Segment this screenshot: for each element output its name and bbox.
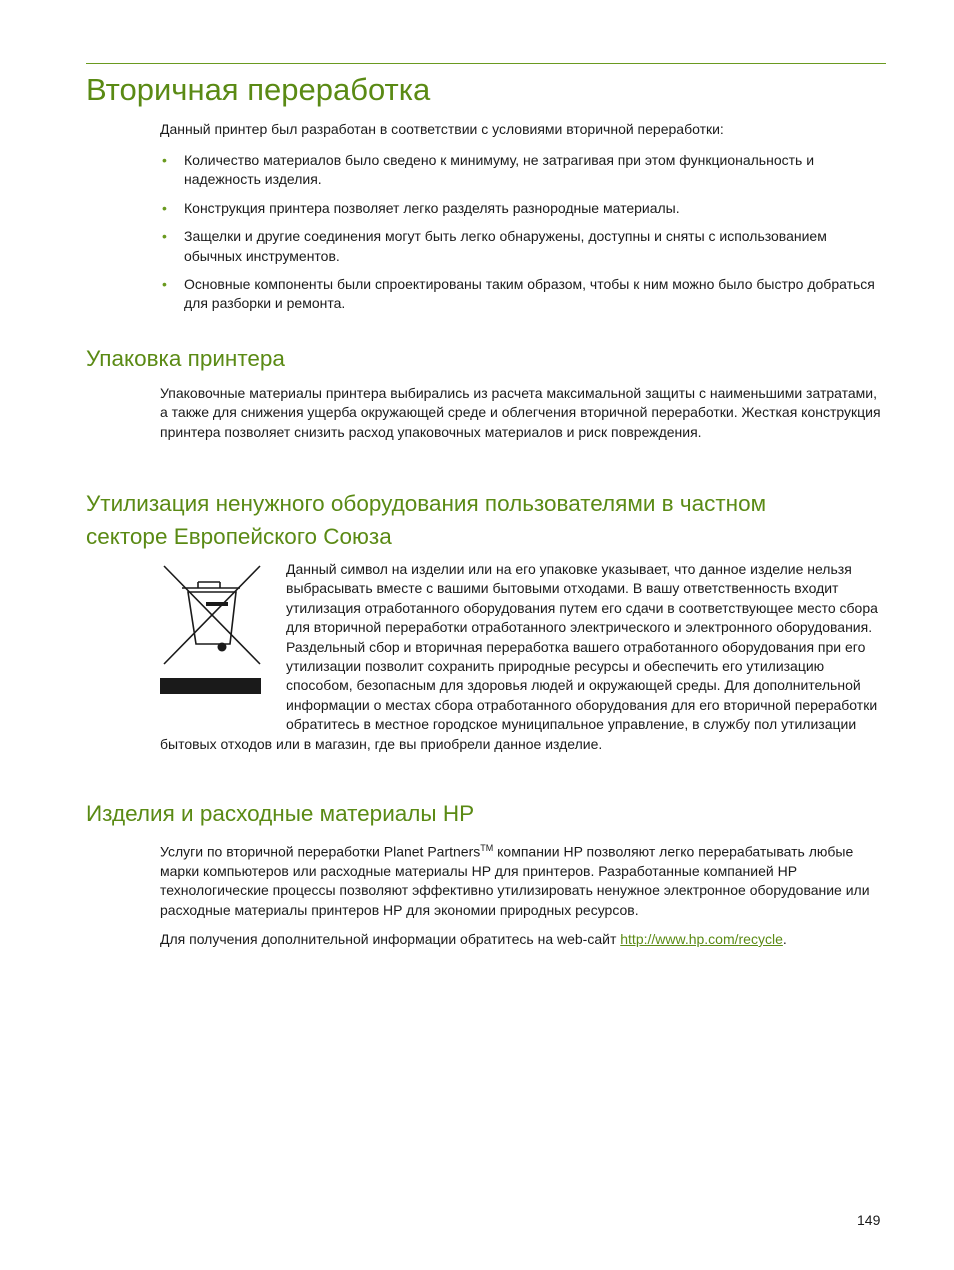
list-item-text: Конструкция принтера позволяет легко разделять разнородные материалы.	[184, 199, 680, 216]
list-item	[160, 275, 880, 314]
hp-text-part2: компании HP позволяют легко перерабатывать любые марки компьютеров или расходные материалы HP для принтеров. Разработанные компанией HP технологические процессы позволяют эффективно утилизировать ненужное электронное оборудование или расходные материалы принтеров HP для экономии природных ресурсов.	[160, 843, 870, 918]
list-item-text: Количество материалов было сведено к минимуму, не затрагивая при этом функциональность и надежность изделия.	[184, 152, 815, 188]
intro-text: Данный принтер был разработан в соответствии с условиями вторичной переработки:	[160, 121, 724, 137]
packaging-heading: Упаковка принтера	[86, 346, 285, 371]
more-info-prefix: Для получения дополнительной информации обратитесь на web-сайт	[160, 931, 621, 947]
bullet-marker: •	[162, 276, 167, 293]
list-item-text: Защелки и другие соединения могут быть легко обнаружены, доступны и сняты с использованием обычных инструментов.	[184, 228, 827, 264]
page-number: 149	[857, 1212, 881, 1228]
bullet-marker: •	[162, 228, 167, 245]
list-item-text: Основные компоненты были спроектированы таким образом, чтобы к ним можно было быстро добраться для разборки и ремонта.	[184, 276, 875, 312]
list-item	[160, 151, 880, 190]
weee-heading-line1: Утилизация ненужного оборудования пользователями в частном	[86, 491, 767, 516]
more-info-suffix: .	[782, 931, 787, 947]
more-info-text	[160, 930, 890, 949]
list-item	[160, 227, 880, 266]
weee-text	[160, 560, 886, 754]
trademark-mark: TM	[480, 843, 494, 853]
hp-heading: Изделия и расходные материалы HP	[86, 801, 475, 826]
weee-paragraph: Данный символ на изделии или на его упаковке указывает, что данное изделие нельзя выбрасывать вместе с вашими бытовыми отходами. В вашу ответственность входит утилизация отработанного оборудования путем его сдачи в соответствующее место сбора для вторичной переработки отработанного электрического и электронного оборудования. Раздельный сбор и вторичная переработка вашего отработанного оборудования при его утилизации позволит сохранить природные ресурсы и обеспечить его утилизацию способом, безопасным для здоровья людей и окружающей среды. Для дополнительной информации о местах сбора отработанного оборудования для его вторичной переработки обратитесь в местное городское муниципальное управление, в службу пол утилизации бытовых отходов или в магазин, где вы приобрели данное изделие.	[160, 561, 878, 752]
bullet-marker: •	[162, 152, 167, 168]
bullet-marker: •	[162, 199, 167, 216]
list-item	[160, 199, 880, 218]
packaging-text: Упаковочные материалы принтера выбирались из расчета максимальной защиты с наименьшими затратами, а также для снижения ущерба окружающей среде и облегчения вторичной переработки. Жесткая конструкция принтера позволяет снизить расход упаковочных материалов и риск повреждения.	[160, 385, 881, 440]
hp-recycle-link[interactable]: http://www.hp.com/recycle	[620, 931, 783, 947]
page-title: Вторичная переработка	[86, 72, 431, 107]
weee-heading-line2: секторе Европейского Союза	[86, 524, 392, 549]
hp-text-part1: Услуги по вторичной переработки Planet Partners	[160, 843, 481, 860]
hp-text	[160, 839, 888, 920]
weee-heading	[86, 487, 766, 553]
header-rule	[86, 63, 886, 64]
recycling-bullet-list	[160, 151, 880, 323]
